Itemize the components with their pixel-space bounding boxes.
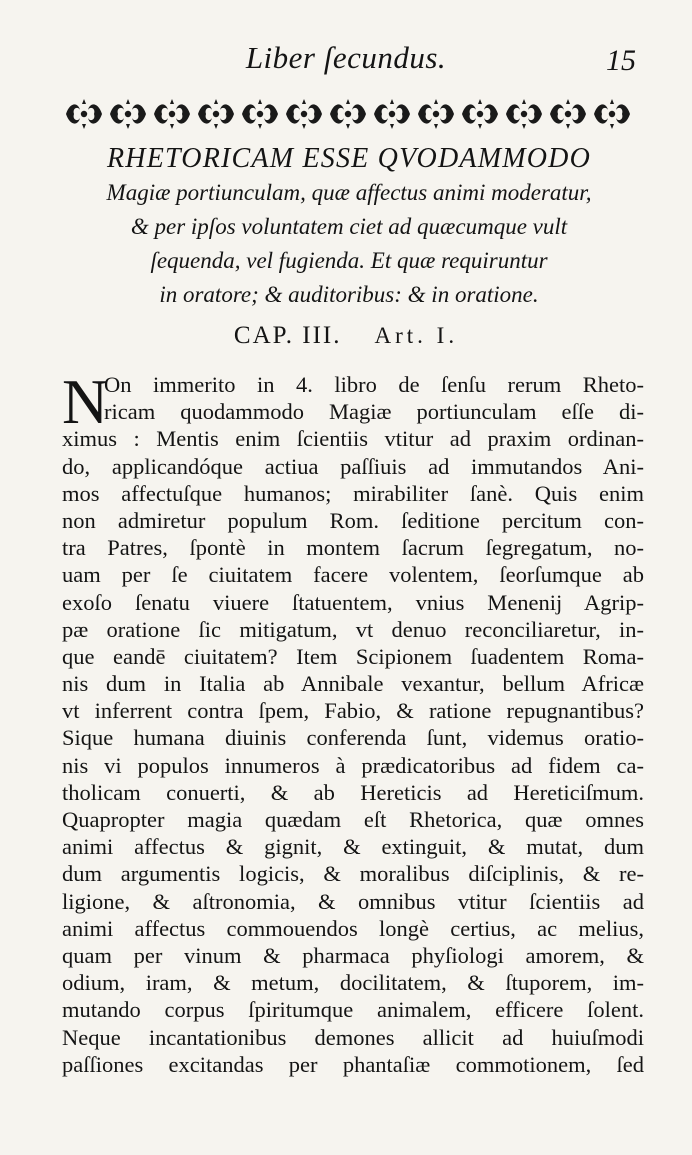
heading-line-4: ſequenda, vel fugienda. Et quæ requiruntur [150, 248, 548, 273]
fleuron [418, 99, 454, 129]
body-line: paſſiones excitandas per phantaſiæ commotionem, ſed [62, 1051, 644, 1077]
body-line: tra Patres, ſpontè in montem ſacrum ſegregatum, no- [62, 535, 644, 561]
fleuron [242, 99, 278, 129]
fleuron [198, 99, 234, 129]
body-line: nis vi populos innumeros à prædicatoribus ad fidem ca- [62, 752, 644, 778]
fleuron [462, 99, 498, 129]
body-line: dum argumentis logicis, & moralibus diſciplinis, & re- [62, 861, 644, 887]
drop-cap: N [62, 366, 109, 437]
body-line: animi affectus commouendos longè certius, ac melius, [62, 915, 644, 941]
body-line: mutando corpus ſpiritumque animalem, efficere ſolent. [62, 997, 644, 1023]
running-title: Liber ſecundus. [245, 40, 447, 75]
body-line: vt inferrent contra ſpem, Fabio, & ratione repugnantibus? [62, 698, 644, 724]
body-line: Quapropter magia quædam eſt Rhetorica, quæ omnes [62, 807, 644, 832]
body-line: odium, iram, & metum, docilitatem, & ſtuporem, im- [62, 970, 644, 996]
art-label: Art. I. [374, 323, 459, 348]
body-line: exoſo ſenatu viuere ſtatuentem, vnius Menenij Agrip- [62, 589, 644, 615]
chapter-number [0, 322, 692, 350]
chapter-heading [56, 142, 642, 312]
heading-line-5: in oratore; & auditoribus: & in oratione. [159, 282, 539, 307]
heading-line-1: RHETORICAM ESSE QVODAMMODO [107, 143, 591, 174]
body-line: tholicam conuerti, & ab Hereticis ad Hereticiſmum. [62, 779, 644, 805]
fleuron [550, 99, 586, 129]
body-line: ricam quodammodo Magiæ portiunculam eſſe di- [104, 399, 644, 425]
fleuron [594, 99, 630, 129]
heading-line-2: Magiæ portiunculam, quæ affectus animi moderatur, [106, 180, 592, 205]
body-line: pæ oratione ſic mitigatum, vt denuo reconciliaretur, in- [62, 616, 644, 642]
body-line: ximus : Mentis enim ſcientiis vtitur ad praxim ordinan- [62, 426, 644, 452]
body-line: animi affectus & gignit, & extinguit, & mutat, dum [62, 834, 644, 860]
fleuron [374, 99, 410, 129]
fleuron [66, 99, 102, 129]
cap-label: CAP. III. [233, 322, 342, 349]
running-head [0, 40, 692, 88]
body-line: nis dum in Italia ab Annibale vexantur, bellum Africæ [62, 671, 644, 697]
fleuron [110, 99, 146, 129]
page-number: 15 [606, 44, 636, 77]
body-line: Sique humana diuinis conferenda ſunt, videmus oratio- [62, 725, 644, 751]
body-line: que eandē ciuitatem? Item Scipionem ſuadentem Roma- [62, 643, 644, 669]
body-line: ligione, & aſtronomia, & omnibus vtitur ſcientiis ad [62, 888, 644, 914]
body-line: non admiretur populum Rom. ſeditione percitum con- [62, 507, 644, 533]
fleuron [154, 99, 190, 129]
body-line: do, applicandóque actiua paſſiuis ad immutandos Ani- [62, 453, 644, 479]
heading-line-3: & per ipſos voluntatem ciet ad quæcumque vult [130, 214, 568, 239]
body-line: Neque incantationibus demones allicit ad huiuſmodi [62, 1024, 644, 1050]
fleuron [330, 99, 366, 129]
fleuron [506, 99, 542, 129]
body-line: uam per ſe ciuitatem facere volentem, ſeorſumque ab [62, 562, 644, 588]
body-text [62, 366, 644, 1078]
body-line: On immerito in 4. libro de ſenſu rerum Rheto- [104, 372, 644, 397]
fleuron [286, 99, 322, 129]
body-line: mos affectuſque humanos; mirabiliter ſanè. Quis enim [62, 480, 644, 506]
body-line: quam per vinum & pharmaca phyſiologi amorem, & [62, 942, 644, 968]
ornament-band [62, 96, 634, 132]
